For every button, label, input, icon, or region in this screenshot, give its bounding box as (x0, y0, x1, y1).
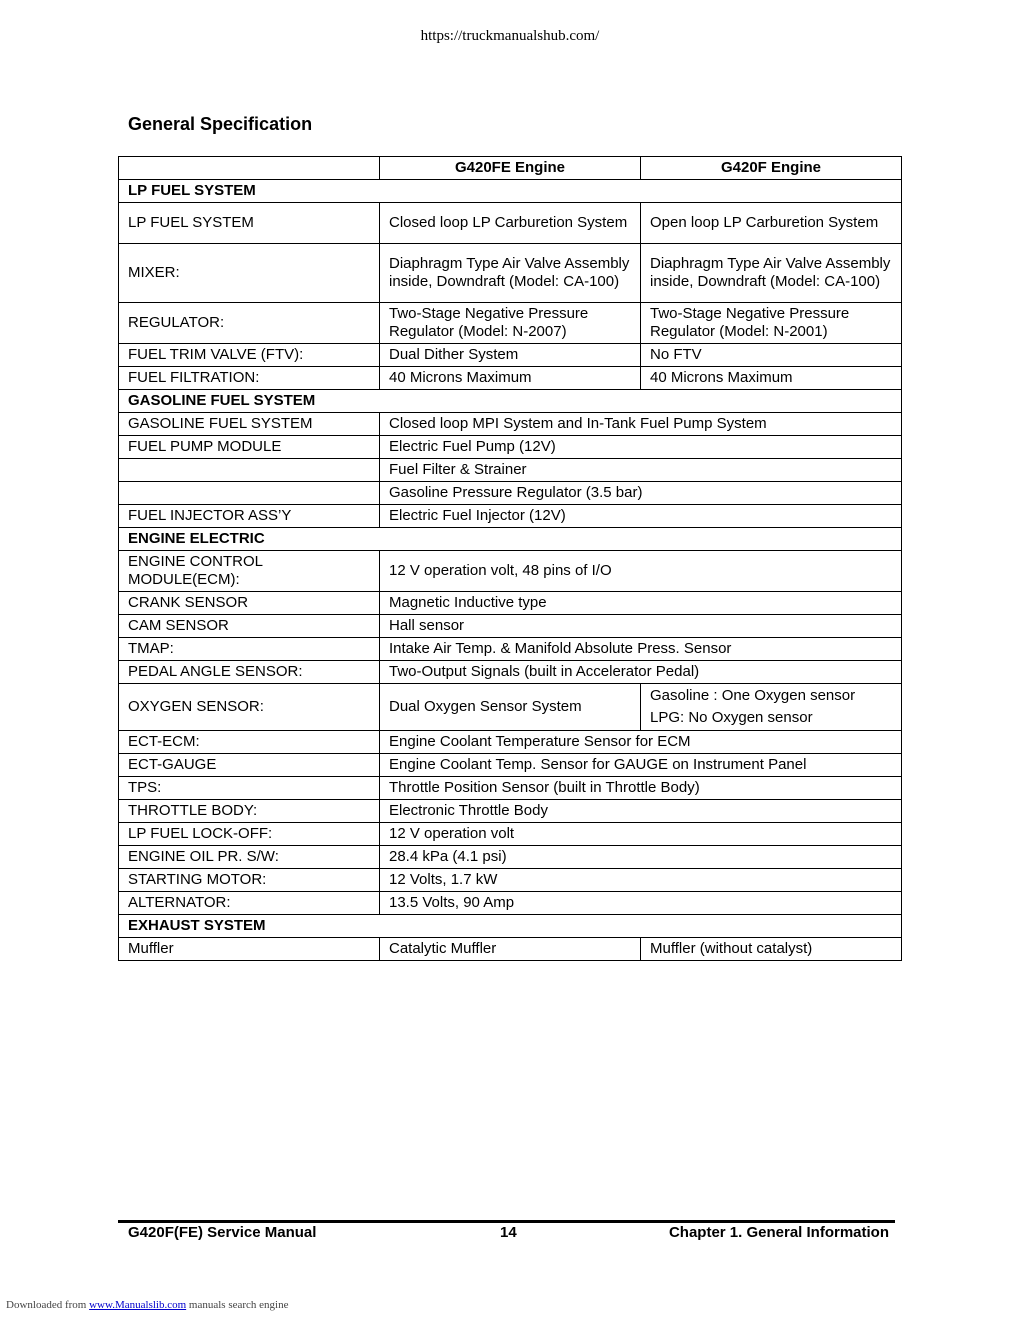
row-label: TMAP: (119, 638, 380, 661)
download-prefix: Downloaded from (6, 1299, 87, 1311)
g420f-value: 40 Microns Maximum (641, 367, 902, 390)
g420fe-value: Catalytic Muffler (380, 938, 641, 961)
table-row (119, 638, 902, 661)
shared-value: Intake Air Temp. & Manifold Absolute Press. Sensor (380, 638, 902, 661)
row-label: ENGINE OIL PR. S/W: (119, 846, 380, 869)
footer-chapter: Chapter 1. General Information (668, 1224, 889, 1241)
table-row (119, 367, 902, 390)
page-title: General Specification (128, 114, 313, 134)
shared-value: Engine Coolant Temp. Sensor for GAUGE on Instrument Panel (380, 754, 902, 777)
row-label: ENGINE CONTROL MODULE(ECM): (119, 551, 380, 592)
shared-value: Engine Coolant Temperature Sensor for ECM (380, 731, 902, 754)
row-label: FUEL INJECTOR ASS’Y (119, 505, 380, 528)
row-label: OXYGEN SENSOR: (119, 684, 380, 731)
row-label: Muffler (119, 938, 380, 961)
row-label: CRANK SENSOR (119, 592, 380, 615)
g420f-value (641, 684, 902, 731)
shared-value: Closed loop MPI System and In-Tank Fuel Pump System (380, 413, 902, 436)
header-url: https://truckmanualshub.com/ (420, 28, 600, 44)
shared-value: Two-Output Signals (built in Accelerator Pedal) (380, 661, 902, 684)
shared-value: Electronic Throttle Body (380, 800, 902, 823)
row-label: THROTTLE BODY: (119, 800, 380, 823)
table-row (119, 684, 902, 731)
shared-value: 13.5 Volts, 90 Amp (380, 892, 902, 915)
table-row (119, 244, 902, 303)
row-label: LP FUEL SYSTEM (119, 203, 380, 244)
shared-value: 12 V operation volt, 48 pins of I/O (380, 551, 902, 592)
table-row (119, 615, 902, 638)
shared-value: Fuel Filter & Strainer (380, 459, 902, 482)
row-label: ALTERNATOR: (119, 892, 380, 915)
section-row (119, 180, 902, 203)
table-row (119, 344, 902, 367)
table-row (119, 661, 902, 684)
section-exhaust: EXHAUST SYSTEM (119, 915, 902, 938)
g420f-value: Muffler (without catalyst) (641, 938, 902, 961)
spec-table (118, 156, 902, 961)
table-row (119, 551, 902, 592)
footer-page-number: 14 (500, 1224, 517, 1241)
footer-divider (118, 1220, 895, 1223)
row-label: ECT-ECM: (119, 731, 380, 754)
row-label: FUEL FILTRATION: (119, 367, 380, 390)
table-row (119, 754, 902, 777)
row-label: MIXER: (119, 244, 380, 303)
section-row (119, 390, 902, 413)
col-header-g420f: G420F Engine (641, 157, 902, 180)
row-label: PEDAL ANGLE SENSOR: (119, 661, 380, 684)
table-row (119, 800, 902, 823)
g420fe-value: Two-Stage Negative Pressure Regulator (Model: N-2007) (380, 303, 641, 344)
table-row (119, 823, 902, 846)
shared-value: Electric Fuel Pump (12V) (380, 436, 902, 459)
row-label (119, 482, 380, 505)
g420f-value: Two-Stage Negative Pressure Regulator (Model: N-2001) (641, 303, 902, 344)
row-label: GASOLINE FUEL SYSTEM (119, 413, 380, 436)
g420fe-value: Diaphragm Type Air Valve Assembly inside, Downdraft (Model: CA-100) (380, 244, 641, 303)
shared-value: Electric Fuel Injector (12V) (380, 505, 902, 528)
row-label: CAM SENSOR (119, 615, 380, 638)
section-engine-electric: ENGINE ELECTRIC (119, 528, 902, 551)
table-row (119, 436, 902, 459)
table-row (119, 731, 902, 754)
table-row (119, 482, 902, 505)
row-label: FUEL TRIM VALVE (FTV): (119, 344, 380, 367)
footer-manual-title: G420F(FE) Service Manual (128, 1224, 317, 1241)
section-lp-fuel: LP FUEL SYSTEM (119, 180, 902, 203)
shared-value: 12 V operation volt (380, 823, 902, 846)
download-suffix: manuals search engine (188, 1299, 289, 1311)
table-row (119, 413, 902, 436)
table-header-row (119, 157, 902, 180)
g420f-value: Diaphragm Type Air Valve Assembly inside, Downdraft (Model: CA-100) (641, 244, 902, 303)
table-row (119, 846, 902, 869)
row-label: ECT-GAUGE (119, 754, 380, 777)
table-row (119, 869, 902, 892)
manualslib-link[interactable]: www.Manualslib.com (89, 1299, 187, 1311)
row-label: REGULATOR: (119, 303, 380, 344)
g420fe-value: Dual Oxygen Sensor System (380, 684, 641, 731)
row-label (119, 459, 380, 482)
shared-value: Hall sensor (380, 615, 902, 638)
g420f-value: Open loop LP Carburetion System (641, 203, 902, 244)
table-row (119, 892, 902, 915)
shared-value: 28.4 kPa (4.1 psi) (380, 846, 902, 869)
table-row (119, 777, 902, 800)
section-row (119, 915, 902, 938)
oxygen-line-gasoline: Gasoline : One Oxygen sensor (650, 687, 856, 704)
g420fe-value: Dual Dither System (380, 344, 641, 367)
g420fe-value: 40 Microns Maximum (380, 367, 641, 390)
shared-value: Magnetic Inductive type (380, 592, 902, 615)
col-header-blank (119, 157, 380, 180)
row-label: LP FUEL LOCK-OFF: (119, 823, 380, 846)
row-label: STARTING MOTOR: (119, 869, 380, 892)
table-row (119, 938, 902, 961)
oxygen-line-lpg: LPG: No Oxygen sensor (650, 709, 813, 726)
row-label: FUEL PUMP MODULE (119, 436, 380, 459)
table-row (119, 303, 902, 344)
table-row (119, 592, 902, 615)
section-row (119, 528, 902, 551)
table-row (119, 459, 902, 482)
table-row (119, 203, 902, 244)
table-row (119, 505, 902, 528)
g420fe-value: Closed loop LP Carburetion System (380, 203, 641, 244)
row-label: TPS: (119, 777, 380, 800)
shared-value: Throttle Position Sensor (built in Throttle Body) (380, 777, 902, 800)
download-notice (6, 1299, 288, 1311)
col-header-g420fe: G420FE Engine (380, 157, 641, 180)
section-gasoline-fuel: GASOLINE FUEL SYSTEM (119, 390, 902, 413)
g420f-value: No FTV (641, 344, 902, 367)
shared-value: Gasoline Pressure Regulator (3.5 bar) (380, 482, 902, 505)
shared-value: 12 Volts, 1.7 kW (380, 869, 902, 892)
